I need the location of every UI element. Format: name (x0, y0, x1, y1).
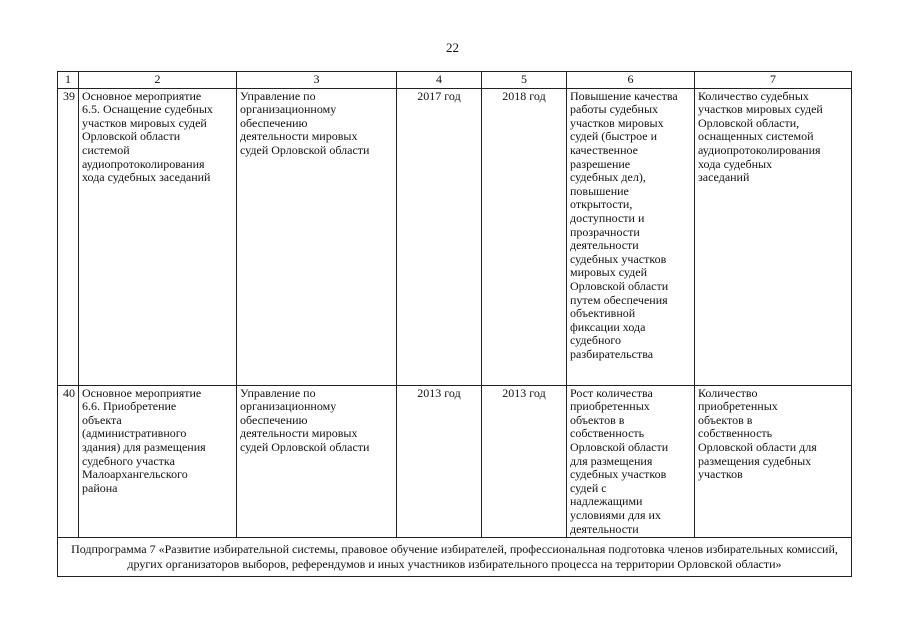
table-row (58, 385, 852, 537)
subprogram-row (58, 537, 852, 576)
indicator-cell: Количество судебных участков мировых судей Орловской области, оснащенных системой аудиопротоколирования хода судебных заседаний (695, 88, 852, 385)
event-cell: Основное мероприятие 6.6. Приобретение объекта (административного здания) для размещения судебного участка Малоархангельского района (79, 385, 237, 537)
executor-cell: Управление по организационному обеспечению деятельности мировых судей Орловской области (237, 88, 397, 385)
header-cell-5: 5 (482, 72, 567, 89)
header-cell-7: 7 (695, 72, 852, 89)
table-row (58, 88, 852, 385)
result-cell: Повышение качества работы судебных участков мировых судей (быстрое и качественное разрешение судебных дел), повышение открытости, доступности и прозрачности деятельности судебных участков мировых судей Орловской области путем обеспечения объективной фиксации хода судебного разбирательства (567, 88, 695, 385)
table-header-row (58, 72, 852, 89)
result-cell: Рост количества приобретенных объектов в собственность Орловской области для размещения судебных участков судей с надлежащими условиями для их деятельности (567, 385, 695, 537)
header-cell-1: 1 (58, 72, 79, 89)
header-cell-4: 4 (397, 72, 482, 89)
subprogram-title: Подпрограмма 7 «Развитие избирательной системы, правовое обучение избирателей, профессиональная подготовка членов избирательных комиссий, других организаторов выборов, референдумов и иных участников избирательного процесса на территории Орловской области» (58, 537, 852, 576)
indicator-cell: Количество приобретенных объектов в собственность Орловской области для размещения судебных участков (695, 385, 852, 537)
program-table (57, 71, 852, 577)
end-year-cell: 2013 год (482, 385, 567, 537)
event-cell: Основное мероприятие 6.5. Оснащение судебных участков мировых судей Орловской области системой аудиопротоколирования хода судебных заседаний (79, 88, 237, 385)
start-year-cell: 2013 год (397, 385, 482, 537)
start-year-cell: 2017 год (397, 88, 482, 385)
header-cell-3: 3 (237, 72, 397, 89)
header-cell-2: 2 (79, 72, 237, 89)
page-number: 22 (446, 40, 459, 55)
header-cell-6: 6 (567, 72, 695, 89)
executor-cell: Управление по организационному обеспечению деятельности мировых судей Орловской области (237, 385, 397, 537)
end-year-cell: 2018 год (482, 88, 567, 385)
row-number: 39 (58, 88, 79, 385)
row-number: 40 (58, 385, 79, 537)
